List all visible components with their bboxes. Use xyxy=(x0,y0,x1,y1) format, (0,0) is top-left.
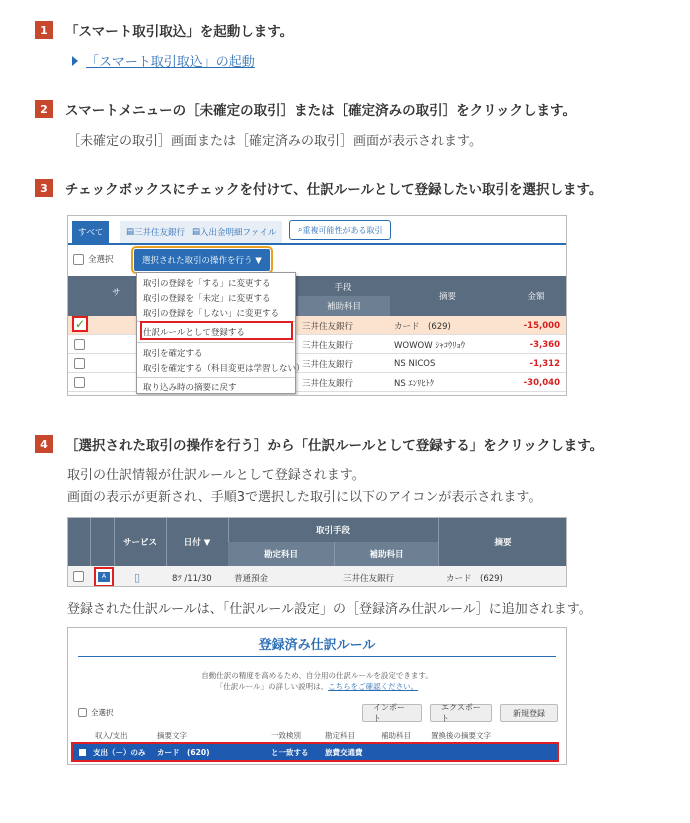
step-2 xyxy=(35,99,576,119)
search-icon: ⌕ xyxy=(298,225,303,234)
divider xyxy=(90,518,91,566)
header-cell: 一致検別 xyxy=(271,730,301,740)
select-all[interactable] xyxy=(78,707,114,718)
link-label[interactable]: 「スマート取引取込」の起動 xyxy=(86,55,255,70)
header-sub-account: 補助科目 xyxy=(298,296,390,316)
row-checkbox[interactable] xyxy=(74,377,85,388)
bank-cell: 三井住友銀行 xyxy=(302,359,354,370)
operation-menu xyxy=(136,272,305,394)
new-rule-button[interactable]: 新規登録 xyxy=(500,704,558,722)
header-cell: 収入/支出 xyxy=(95,730,128,740)
menu-item[interactable]: 取引を確定する xyxy=(143,349,203,359)
header-date[interactable]: 日付 ▼ xyxy=(183,538,211,548)
account-cell: 旅費交通費 xyxy=(325,747,363,757)
step-4-description: 取引の仕訳情報が仕訳ルールとして登録されます。 xyxy=(67,468,365,483)
header-cell: 摘要文字 xyxy=(157,730,187,740)
rule-icon-screenshot xyxy=(67,517,567,587)
header-amount: 金額 xyxy=(527,292,545,302)
menu-item[interactable]: 取り込み時の摘要に戻す xyxy=(143,383,237,393)
sub-account-cell: 三井住友銀行 xyxy=(343,573,395,584)
table-header xyxy=(68,518,566,566)
step-3 xyxy=(35,178,602,198)
keyword-cell: カード (620) xyxy=(157,747,210,757)
header-service: サ xyxy=(112,288,121,298)
header-summary: 摘要 xyxy=(438,292,456,302)
header-service: サービス xyxy=(122,538,157,548)
tab-label: 入出金明細ファイル xyxy=(200,228,277,238)
header-account: 勘定科目 xyxy=(228,542,334,566)
highlight-box xyxy=(140,321,293,340)
header-sub-account: 補助科目 xyxy=(335,542,438,566)
divider xyxy=(78,656,556,657)
operation-dropdown-button[interactable]: 選択された取引の操作を行う ▼ xyxy=(134,249,270,271)
bank-cell: 三井住友銀行 xyxy=(302,378,354,389)
arrow-right-icon xyxy=(72,56,78,66)
tab-file[interactable] xyxy=(186,221,282,243)
row-checkbox[interactable] xyxy=(74,339,85,350)
export-button[interactable]: エクスポート xyxy=(430,704,492,722)
row-checkbox[interactable] xyxy=(73,571,84,582)
row-checkbox[interactable] xyxy=(74,358,85,369)
document-icon: ▤ xyxy=(126,227,135,237)
bank-cell: 三井住友銀行 xyxy=(302,340,354,351)
document-icon: ▯ xyxy=(134,571,141,584)
duplicate-check-button[interactable] xyxy=(289,220,391,240)
summary-cell: カード (629) xyxy=(394,321,451,332)
amount-cell: -1,312 xyxy=(529,358,560,369)
select-all-label: 全選択 xyxy=(91,708,114,717)
import-button[interactable]: インポート xyxy=(362,704,422,722)
help-link[interactable]: こちらをご確認ください。 xyxy=(328,682,419,691)
step-4-description: 画面の表示が更新され、手順3で選択した取引に以下のアイコンが表示されます。 xyxy=(67,490,542,505)
tab-label: 三井住友銀行 xyxy=(134,228,186,238)
menu-item[interactable]: 取引の登録を「する」に変更する xyxy=(143,279,271,289)
step-title: ［選択された取引の操作を行う］から「仕訳ルールとして登録する」をクリックします。 xyxy=(65,438,604,454)
step-2-description: ［未確定の取引］画面または［確定済みの取引］画面が表示されます。 xyxy=(67,134,482,149)
header-summary: 摘要 xyxy=(494,538,512,548)
table-row[interactable] xyxy=(68,566,566,587)
summary-cell: NS NICOS xyxy=(394,358,436,369)
amount-cell: -3,360 xyxy=(529,339,560,350)
step-number: 4 xyxy=(35,435,53,453)
menu-item[interactable]: 取引の登録を「しない」に変更する xyxy=(143,309,280,319)
note-line: 自動仕訳の精度を高めるため、自分用の仕訳ルールを設定できます。 xyxy=(201,671,433,680)
header-cell: 置換後の摘要文字 xyxy=(431,730,491,740)
rule-row[interactable] xyxy=(73,744,557,760)
rules-table-header xyxy=(73,728,561,742)
step-number: 2 xyxy=(35,100,53,118)
direction-cell: 支出（－）のみ xyxy=(93,747,146,757)
match-cell: と一致する xyxy=(271,747,309,757)
divider xyxy=(137,377,295,378)
step-1 xyxy=(35,20,293,40)
tab-all[interactable]: すべて xyxy=(72,221,109,243)
select-all-checkbox[interactable] xyxy=(78,708,87,717)
tab-bank[interactable] xyxy=(120,221,191,243)
step-title: 「スマート取引取込」を起動します。 xyxy=(65,24,294,40)
step-number: 3 xyxy=(35,179,53,197)
rule-added-description: 登録された仕訳ルールは、「仕訳ルール設定」の［登録済み仕訳ルール］に追加されます。 xyxy=(67,602,592,617)
header-cell: 勘定科目 xyxy=(325,730,355,740)
row-checkbox[interactable] xyxy=(79,744,86,760)
page-title: 登録済み仕訳ルール xyxy=(258,638,376,653)
bank-cell: 三井住友銀行 xyxy=(302,321,354,332)
note-text: 「仕訳ルール」の詳しい説明は、 xyxy=(215,682,329,691)
amount-cell: -15,000 xyxy=(523,320,560,331)
note-line xyxy=(68,681,566,692)
date-cell: 8ﾂ /11/30 xyxy=(172,573,212,584)
summary-cell: NS ｴﾝﾘﾋﾄｸ xyxy=(394,378,434,389)
step-title: チェックボックスにチェックを付けて、仕訳ルールとして登録したい取引を選択します。 xyxy=(65,182,603,198)
header-method: 手段 xyxy=(334,283,352,293)
document-icon: ▤ xyxy=(192,227,201,237)
header-method: 取引手段 xyxy=(315,526,350,536)
summary-cell: カード (629) xyxy=(446,573,503,584)
summary-cell: WOWOW ｼｬｺｳﾘｮｳ xyxy=(394,340,466,351)
select-all[interactable] xyxy=(73,253,114,265)
rule-registered-icon: A xyxy=(94,567,114,587)
step-4 xyxy=(35,434,603,454)
step-title: スマートメニューの［未確定の取引］または［確定済みの取引］をクリックします。 xyxy=(65,103,576,119)
button-label: 重複可能性がある取引 xyxy=(302,225,383,235)
tab-bar xyxy=(68,216,566,245)
menu-item[interactable]: 取引の登録を「未定」に変更する xyxy=(143,294,271,304)
header-cell: 補助科目 xyxy=(381,730,411,740)
menu-item[interactable]: 取引を確定する（科目変更は学習しない） xyxy=(143,364,305,374)
launch-link[interactable] xyxy=(72,51,255,70)
registered-rules-screenshot xyxy=(67,627,567,765)
transactions-screenshot xyxy=(67,215,567,396)
amount-cell: -30,040 xyxy=(523,377,560,388)
select-all-checkbox[interactable] xyxy=(73,254,84,265)
select-all-label: 全選択 xyxy=(88,255,114,265)
step-number: 1 xyxy=(35,21,53,39)
divider xyxy=(137,342,295,343)
checked-checkbox-icon[interactable]: ✓ xyxy=(72,316,88,332)
menu-item-register-rule[interactable]: 仕訳ルールとして登録する xyxy=(143,328,245,338)
account-cell: 普通預金 xyxy=(234,573,269,584)
